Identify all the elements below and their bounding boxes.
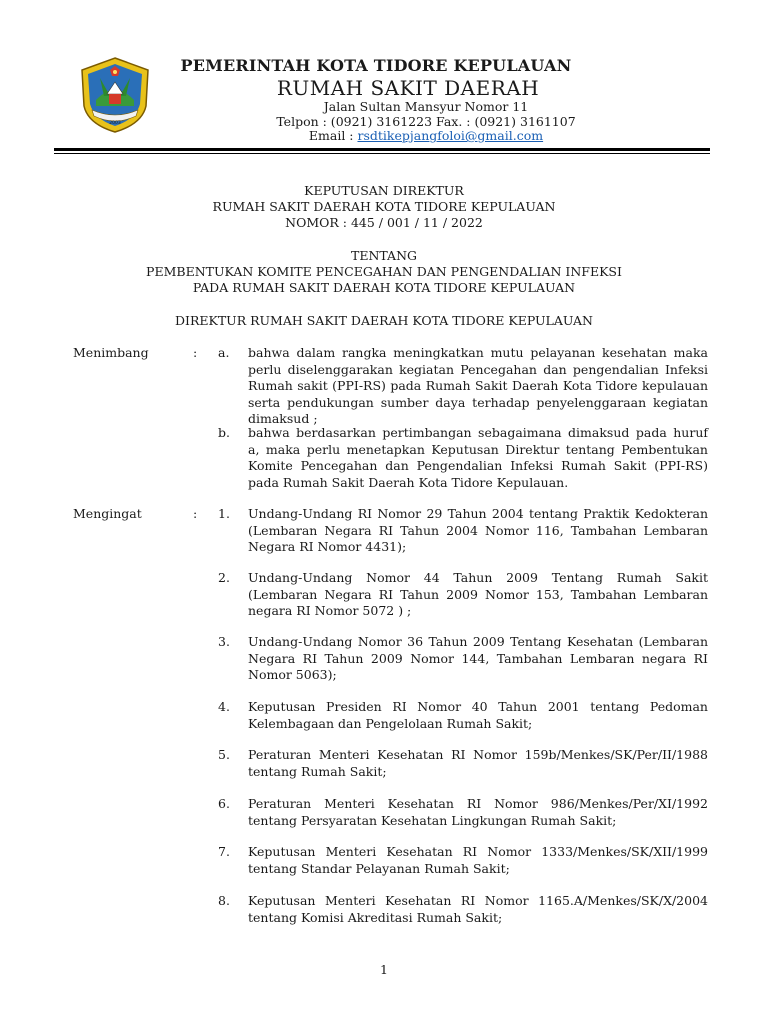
mengingat-marker: 2.	[218, 570, 230, 585]
mengingat-item: Keputusan Presiden RI Nomor 40 Tahun 2001 tentang Pedoman Kelembagaan dan Pengelolaan Rumah Sakit;	[248, 699, 708, 731]
menimbang-marker: a.	[218, 345, 230, 360]
mengingat-marker: 4.	[218, 699, 230, 714]
decree-title: KEPUTUSAN DIREKTUR	[304, 183, 464, 198]
hospital-name: RUMAH SAKIT DAERAH	[276, 76, 540, 100]
decree-director: DIREKTUR RUMAH SAKIT DAERAH KOTA TIDORE KEPULAUAN	[175, 313, 593, 328]
menimbang-label: Menimbang	[73, 345, 149, 360]
email-label: Email :	[308, 128, 358, 143]
menimbang-item: bahwa dalam rangka meningkatkan mutu pelayanan kesehatan maka perlu diselenggarakan kegiatan Pencegahan dan pengendalian Infeksi Rumah sakit (PPI-RS) pada Rumah Sakit Daerah Kota Tidore kepulauan serta pendukungan sumber daya terhadap penyelenggaraan kegiatan dimaksud ;	[248, 345, 708, 426]
hospital-phone: Telpon : (0921) 3161223 Fax. : (0921) 3161107	[276, 114, 576, 129]
mengingat-item: Peraturan Menteri Kesehatan RI Nomor 986/Menkes/Per/XI/1992 tentang Persyaratan Kesehatan Lingkungan Rumah Sakit;	[248, 796, 708, 828]
letterhead-divider-thin	[54, 153, 710, 154]
decree-about: TENTANG	[350, 248, 417, 263]
mengingat-marker: 3.	[218, 634, 230, 649]
mengingat-marker: 7.	[218, 844, 230, 859]
mengingat-colon: :	[193, 506, 198, 521]
menimbang-marker: b.	[218, 425, 230, 440]
hospital-address: Jalan Sultan Mansyur Nomor 11	[323, 99, 529, 114]
mengingat-marker: 8.	[218, 893, 230, 908]
government-name: PEMERINTAH KOTA TIDORE KEPULAUAN	[180, 56, 572, 75]
mengingat-item: Keputusan Menteri Kesehatan RI Nomor 1165.A/Menkes/SK/X/2004 tentang Komisi Akreditasi Rumah Sakit;	[248, 893, 708, 925]
mengingat-marker: 6.	[218, 796, 230, 811]
email-link[interactable]: rsdtikepjangfoloi@gmail.com	[357, 128, 544, 143]
mengingat-item: Peraturan Menteri Kesehatan RI Nomor 159b/Menkes/SK/Per/II/1988 tentang Rumah Sakit;	[248, 747, 708, 779]
hospital-email-line	[42, 128, 768, 143]
decree-subject-line-1: PEMBENTUKAN KOMITE PENCEGAHAN DAN PENGENDALIAN INFEKSI	[146, 264, 622, 279]
svg-text:2003: 2003	[109, 121, 121, 126]
mengingat-item: Undang-Undang RI Nomor 29 Tahun 2004 tentang Praktik Kedokteran (Lembaran Negara RI Tahun 2004 Nomor 116, Tambahan Lembaran Negara RI Nomor 4431);	[248, 506, 708, 554]
decree-number: NOMOR : 445 / 001 / 11 / 2022	[285, 215, 483, 230]
letterhead-divider-thick	[54, 148, 710, 151]
mengingat-item: Undang-Undang Nomor 36 Tahun 2009 Tentang Kesehatan (Lembaran Negara RI Tahun 2009 Nomor 144, Tambahan Lembaran negara RI Nomor 5063);	[248, 634, 708, 682]
menimbang-colon: :	[193, 345, 198, 360]
mengingat-item: Keputusan Menteri Kesehatan RI Nomor 1333/Menkes/SK/XII/1999 tentang Standar Pelayanan Rumah Sakit;	[248, 844, 708, 876]
mengingat-marker: 1.	[218, 506, 230, 521]
mengingat-item: Undang-Undang Nomor 44 Tahun 2009 Tentang Rumah Sakit (Lembaran Negara RI Tahun 2009 Nomor 153, Tambahan Lembaran negara RI Nomor 5072 ) ;	[248, 570, 708, 618]
menimbang-item: bahwa berdasarkan pertimbangan sebagaimana dimaksud pada huruf a, maka perlu menetapkan Keputusan Direktur tentang Pembentukan Komite Pencegahan dan Pengendalian Infeksi Rumah Sakit (PPI-RS) pada Rumah Sakit Daerah Kota Tidore Kepulauan.	[248, 425, 708, 490]
page-number: 1	[380, 962, 388, 977]
decree-subject-line-2: PADA RUMAH SAKIT DAERAH KOTA TIDORE KEPULAUAN	[192, 280, 576, 295]
decree-issuer: RUMAH SAKIT DAERAH KOTA TIDORE KEPULAUAN	[212, 199, 556, 214]
mengingat-marker: 5.	[218, 747, 230, 762]
mengingat-label: Mengingat	[73, 506, 142, 521]
